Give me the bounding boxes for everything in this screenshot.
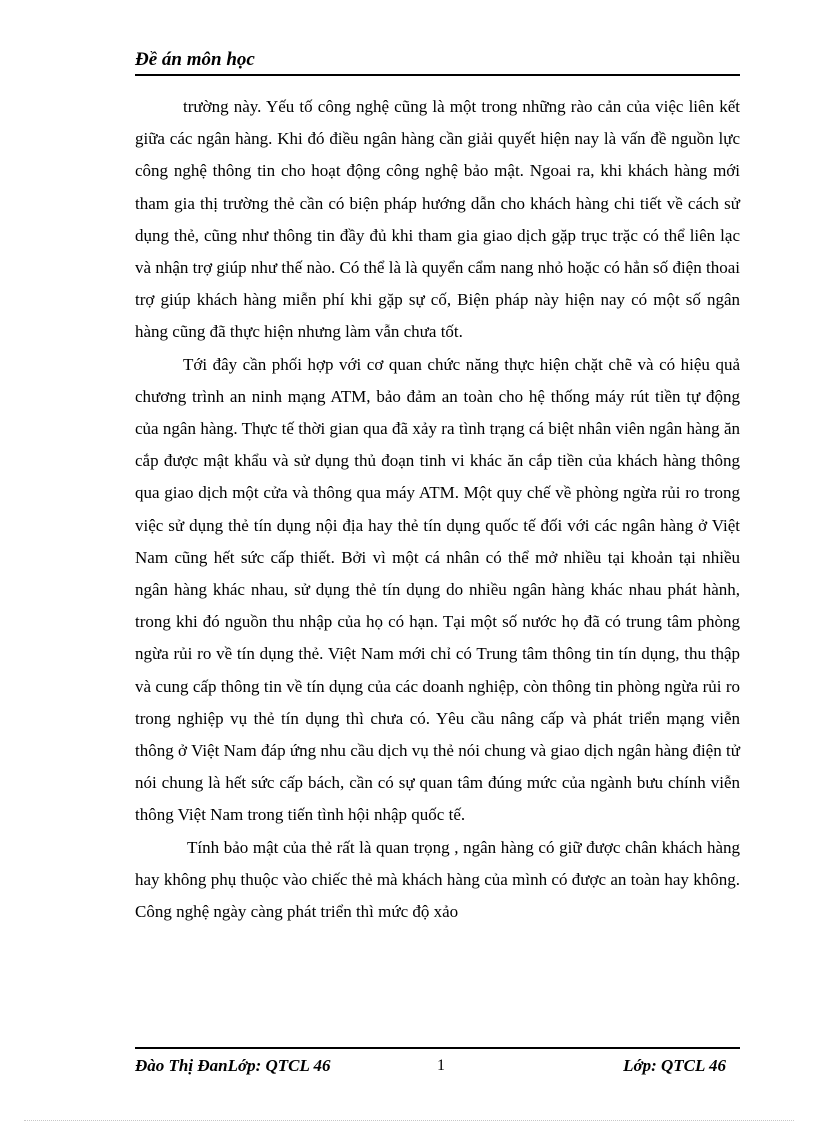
paragraph: Tới đây cần phối hợp với cơ quan chức năng thực hiện chặt chẽ và có hiệu quả chương trình an ninh mạng ATM, bảo đảm an toàn cho hệ thống máy rút tiền tự động của ngân hàng. Thực tế thời gian qua đã xảy ra tình trạng cá biệt nhân viên ngân hàng ăn cắp được mật khẩu và sử dụng thủ đoạn tinh vi khác ăn cắp tiền của khách hàng thông qua giao dịch một cửa và thông qua máy ATM. Một quy chế về phòng ngừa rủi ro trong việc sử dụng thẻ tín dụng nội địa hay thẻ tín dụng quốc tế đối với các ngân hàng ở Việt Nam cũng hết sức cấp thiết. Bởi vì một cá nhân có thể mở nhiều tại khoản tại nhiều ngân hàng khác nhau, sử dụng thẻ tín dụng do nhiều ngân hàng khác nhau phát hành, trong khi đó nguồn thu nhập của họ có hạn. Tại một số nước họ đã có trung tâm phòng ngừa rủi ro về tín dụng thẻ. Việt Nam mới chỉ có Trung tâm thông tin tín dụng, thu thập và cung cấp thông tin về tín dụng của các doanh nghiệp, còn thông tin phòng ngừa rủi ro trong nghiệp vụ thẻ tín dụng thì chưa có. Yêu cầu nâng cấp và phát triển mạng viễn thông ở Việt Nam đáp ứng nhu cầu dịch vụ thẻ nói chung và giao dịch ngân hàng điện tử nói chung là hết sức cấp bách, cần có sự quan tâm đúng mức của ngành bưu chính viễn thông Việt Nam trong tiến tình hội nhập quốc tế. [135,354,740,825]
footer-author-class: Đào Thị ĐanLớp: QTCL 46 [135,1056,331,1075]
page-edge-divider [24,1120,794,1121]
document-body [135,91,740,928]
page-number: 1 [437,1057,445,1074]
page-footer [135,1047,740,1085]
page-header [135,48,740,76]
paragraph: Tính bảo mật của thẻ rất là quan trọng , ngân hàng có giữ được chân khách hàng hay không phụ thuộc vào chiếc thẻ mà khách hàng của mình có được an toàn hay không. Công nghệ ngày càng phát triển thì mức độ xảo [135,837,740,922]
paragraph: trường này. Yếu tố công nghệ cũng là một trong những rào cản của việc liên kết giữa các ngân hàng. Khi đó điều ngân hàng cần giải quyết hiện nay là vấn đề nguồn lực công nghệ thông tin cho hoạt động công nghệ bảo mật. Ngoai ra, khi khách hàng mới tham gia thị trường thẻ cần có biện pháp hướng dẫn cho khách hàng chi tiết về cách sử dụng thẻ, cũng như thông tin đầy đủ khi tham gia giao dịch gặp trục trặc có thể liên lạc và nhận trợ giúp như thế nào. Có thể là là quyển cẩm nang nhỏ hoặc có hẳn số điện thoai trợ giúp khách hàng miễn phí khi gặp sự cố, Biện pháp này hiện nay có một số ngân hàng cũng đã thực hiện nhưng làm vẫn chưa tốt. [135,97,740,342]
footer-class: Lớp: QTCL 46 [623,1056,726,1075]
header-title: Đề án môn học [135,49,255,70]
